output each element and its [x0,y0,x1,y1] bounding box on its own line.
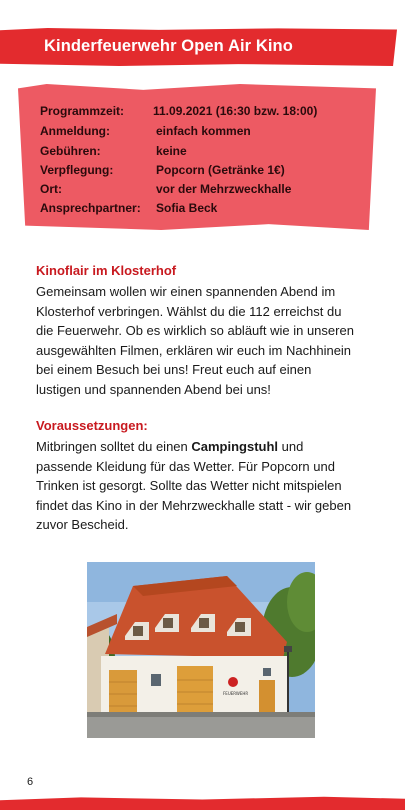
info-label: Verpflegung: [40,163,114,177]
text-line: die Feuerwehr. Ob es wirklich so abläuft wie in unseren [36,323,354,339]
info-label: Gebühren: [40,144,101,158]
info-value: Sofia Beck [156,201,218,215]
text-line: passende Kleidung für das Wetter. Für Popcorn und [36,458,335,474]
paragraph-voraussetzungen [36,437,376,535]
info-value: vor der Mehrzweckhalle [156,182,292,196]
info-label: Programmzeit: [40,104,125,118]
info-value: Popcorn (Getränke 1€) [156,163,285,177]
text-line: bei einem Besuch bei uns! Freut euch auf einen [36,362,312,378]
section-heading-voraussetzungen: Voraussetzungen: [36,418,148,433]
text-line: ausgewählten Filmen, erklären wir euch im Nachhinein [36,342,352,358]
bottom-band [0,796,405,810]
text-line: Gemeinsam wollen wir einen spannenden Abend im [36,284,336,299]
info-label: Ansprechpartner: [40,201,141,215]
text-line: Klosterhof verbringen. Wählst du die 112 erreichst du [36,303,342,319]
info-value: einfach kommen [156,124,251,138]
text-line [36,437,376,457]
text-line: zuvor Bescheid. [36,517,129,533]
text-span: Mitbringen solltet du einen [36,439,192,454]
info-label: Ort: [40,182,62,196]
page-number: 6 [27,776,34,788]
page-title: Kinderfeuerwehr Open Air Kino [44,37,293,55]
text-line: lustigen und spannenden Abend bei uns! [36,381,271,397]
sign-text: FEUERWEHR [223,691,249,696]
section-heading-kinoflair: Kinoflair im Klosterhof [36,263,177,278]
text-line: findet das Kino in der Mehrzweckhalle statt - wir geben [36,497,352,513]
info-label: Anmeldung: [40,124,110,138]
fire-station-photo [87,562,315,738]
info-value: keine [156,144,187,158]
paragraph-kinoflair [36,282,376,400]
text-line: Trinken ist gesorgt. Sollte das Wetter nicht mitspielen [36,478,342,494]
text-span: und [278,439,304,454]
info-value: 11.09.2021 (16:30 bzw. 18:00) [153,104,318,118]
bold-text: Campingstuhl [191,439,279,454]
